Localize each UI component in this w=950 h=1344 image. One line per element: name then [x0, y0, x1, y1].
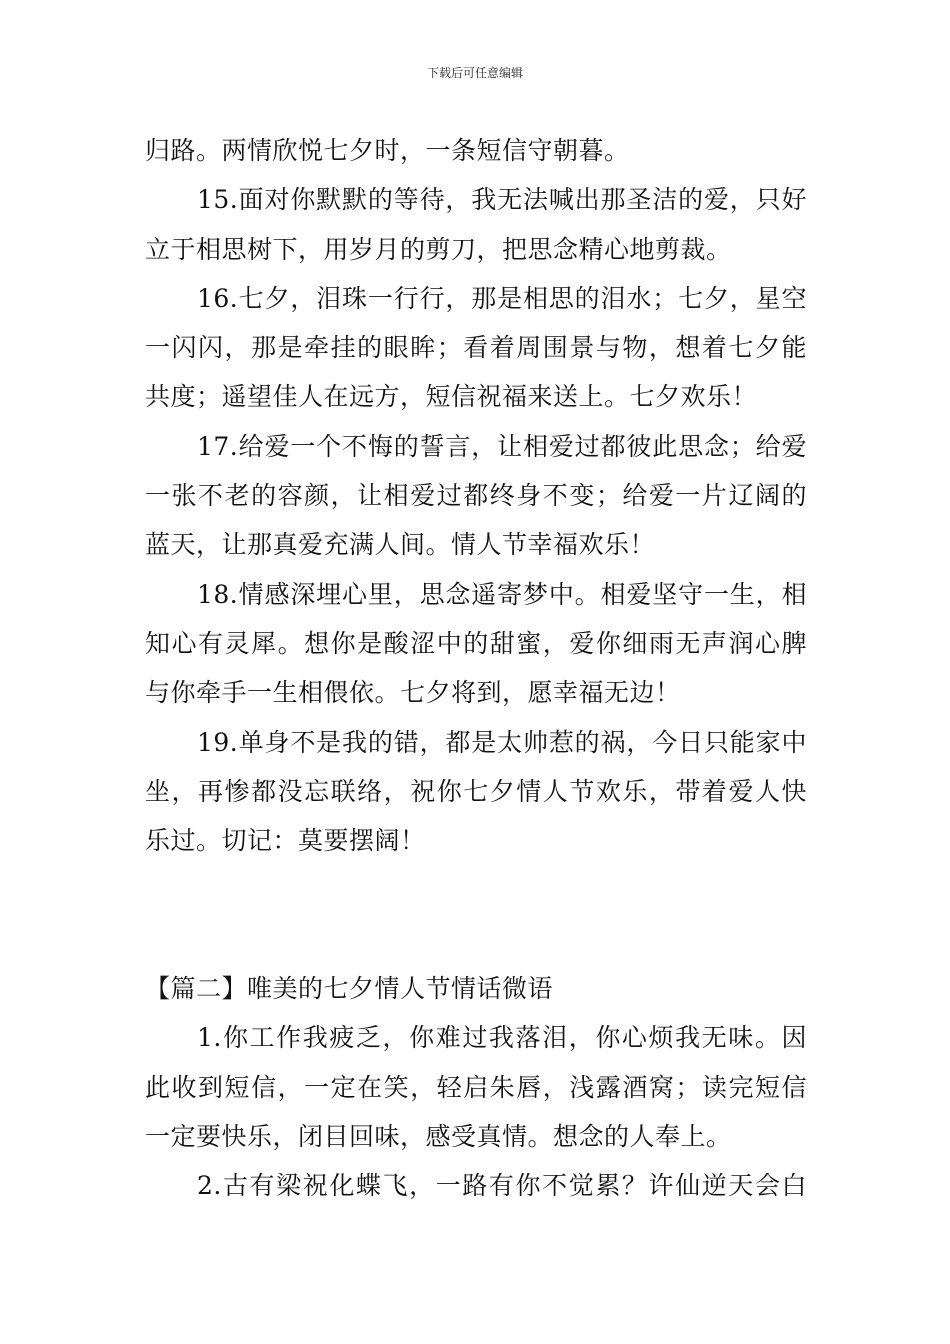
- text-line: 18.情感深埋心里，思念遥寄梦中。相爱坚守一生，相: [197, 579, 807, 609]
- text-line: 此收到短信，一定在笑，轻启朱唇，浅露酒窝；读完短信: [145, 1072, 807, 1102]
- text-line: 一张不老的容颜，让相爱过都终身不变；给爱一片辽阔的: [145, 481, 807, 511]
- text-line: 乐过。切记：莫要摆阔！: [145, 826, 426, 856]
- section-gap: [145, 865, 807, 964]
- text-line: 一闪闪，那是牵挂的眼眸；看着周围景与物，想着七夕能: [145, 333, 807, 363]
- text-line: 立于相思树下，用岁月的剪刀，把思念精心地剪裁。: [145, 234, 732, 264]
- text-line: 16.七夕，泪珠一行行，那是相思的泪水；七夕，星空: [197, 283, 807, 313]
- text-line: 19.单身不是我的错，都是太帅惹的祸，今日只能家中: [197, 727, 807, 757]
- section-two: [145, 1013, 807, 1210]
- text-line: 蓝天，让那真爱充满人间。情人节幸福欢乐！: [145, 530, 656, 560]
- text-line: 共度；遥望佳人在远方，短信祝福来送上。七夕欢乐！: [145, 382, 758, 412]
- text-line: 2.古有梁祝化蝶飞，一路有你不觉累？许仙逆天会白: [197, 1171, 807, 1201]
- text-line: 17.给爱一个不悔的誓言，让相爱过都彼此思念；给爱: [197, 431, 807, 461]
- section-title: 【篇二】唯美的七夕情人节情话微语: [145, 974, 554, 1004]
- text-line: 坐，再惨都没忘联络，祝你七夕情人节欢乐，带着爱人快: [145, 776, 807, 806]
- page-header: 下载后可任意编辑: [426, 66, 523, 80]
- text-line: 与你牵手一生相偎依。七夕将到，愿幸福无边！: [145, 678, 681, 708]
- text-line: 1.你工作我疲乏，你难过我落泪，你心烦我无味。因: [197, 1023, 807, 1053]
- text-line: 知心有灵犀。想你是酸涩中的甜蜜，爱你细雨无声润心脾: [145, 628, 807, 658]
- text-line: 15.面对你默默的等待，我无法喊出那圣洁的爱，只好: [197, 185, 807, 215]
- section-one: [145, 126, 807, 865]
- text-line: 一定要快乐，闭目回味，感受真情。想念的人奉上。: [145, 1121, 732, 1151]
- document-body: [145, 126, 807, 1211]
- text-line: 归路。两情欣悦七夕时，一条短信守朝暮。: [145, 136, 630, 165]
